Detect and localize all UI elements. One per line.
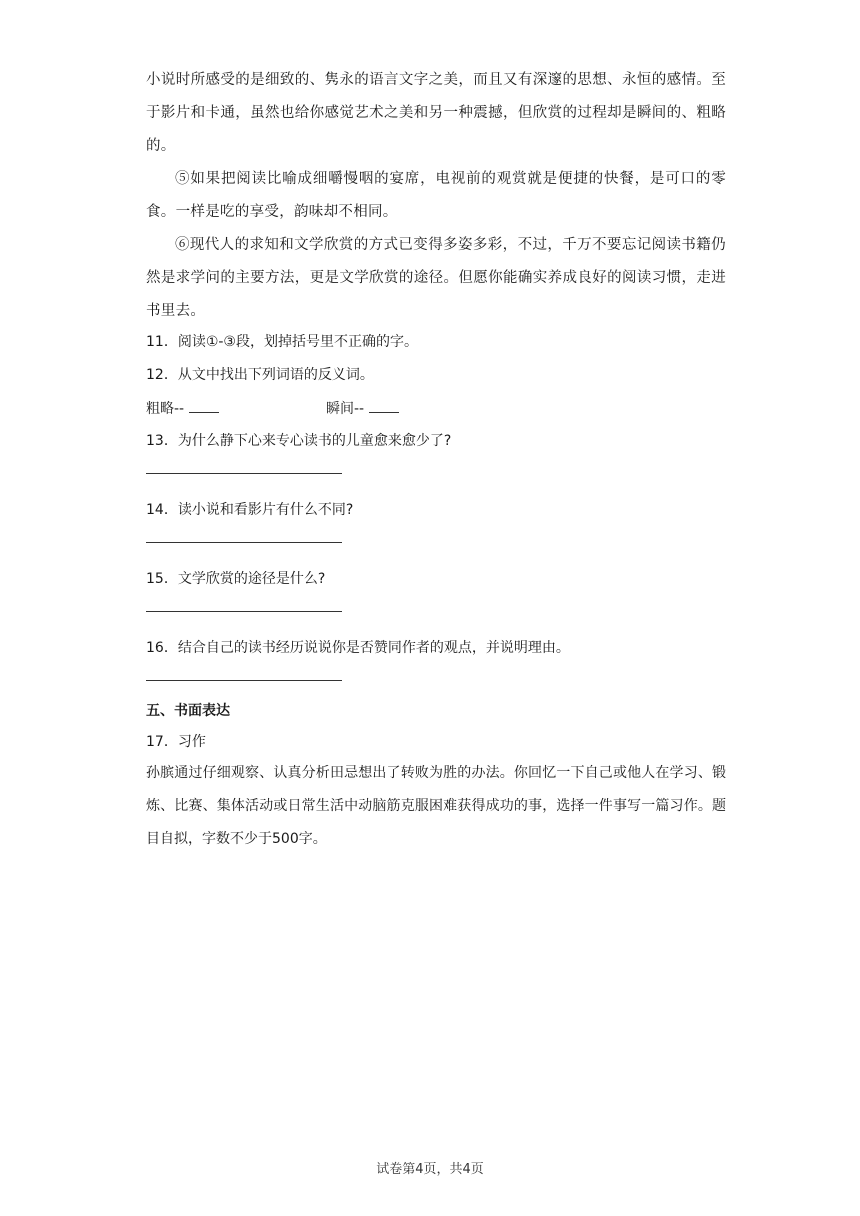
question-13: 13．为什么静下心来专心读书的儿童愈来愈少了? [146,433,452,449]
passage-paragraph-6: ⑥现代人的求知和文学欣赏的方式已变得多姿多彩，不过，千万不要忘记阅读书籍仍然是求学问的主要方法，更是文学欣赏的途径。但愿你能确实养成良好的阅读习惯，走进书里去。 [146,237,726,319]
question-16: 16．结合自己的读书经历说说你是否赞同作者的观点，并说明理由。 [146,640,570,656]
question-17: 17．习作 [146,734,206,750]
question-15: 15．文学欣赏的途径是什么? [146,571,326,587]
antonym-item-1 [146,398,219,419]
question-11: 11．阅读①-③段，划掉括号里不正确的字。 [146,334,418,350]
answer-line-16[interactable] [146,680,342,681]
antonym-label-1: 粗略-- [146,401,185,417]
antonym-row [146,398,726,418]
antonym-label-2: 瞬间-- [326,401,365,417]
answer-line-14[interactable] [146,542,342,543]
antonym-blank-2[interactable] [369,398,399,413]
passage-paragraph-intro: 小说时所感受的是细致的、隽永的语言文字之美，而且又有深邃的思想、永恒的感情。至于影片和卡通，虽然也给你感觉艺术之美和另一种震撼，但欣赏的过程却是瞬间的、粗略的。 [146,72,726,154]
page-footer: 试卷第4页，共4页 [376,1162,484,1177]
antonym-item-2 [326,398,399,419]
question-12: 12．从文中找出下列词语的反义词。 [146,367,374,383]
section-title-writing: 五、书面表达 [146,703,230,719]
passage-paragraph-5: ⑤如果把阅读比喻成细嚼慢咽的宴席，电视前的观赏就是便捷的快餐，是可口的零食。一样是吃的享受，韵味却不相同。 [146,171,726,220]
answer-line-13[interactable] [146,473,342,474]
antonym-blank-1[interactable] [189,398,219,413]
page-content [146,64,726,856]
answer-line-15[interactable] [146,611,342,612]
question-14: 14．读小说和看影片有什么不同? [146,502,354,518]
essay-prompt: 孙膑通过仔细观察、认真分析田忌想出了转败为胜的办法。你回忆一下自己或他人在学习、锻炼、比赛、集体活动或日常生活中动脑筋克服困难获得成功的事，选择一件事写一篇习作。题目自拟，字数不少于500字。 [146,765,726,847]
